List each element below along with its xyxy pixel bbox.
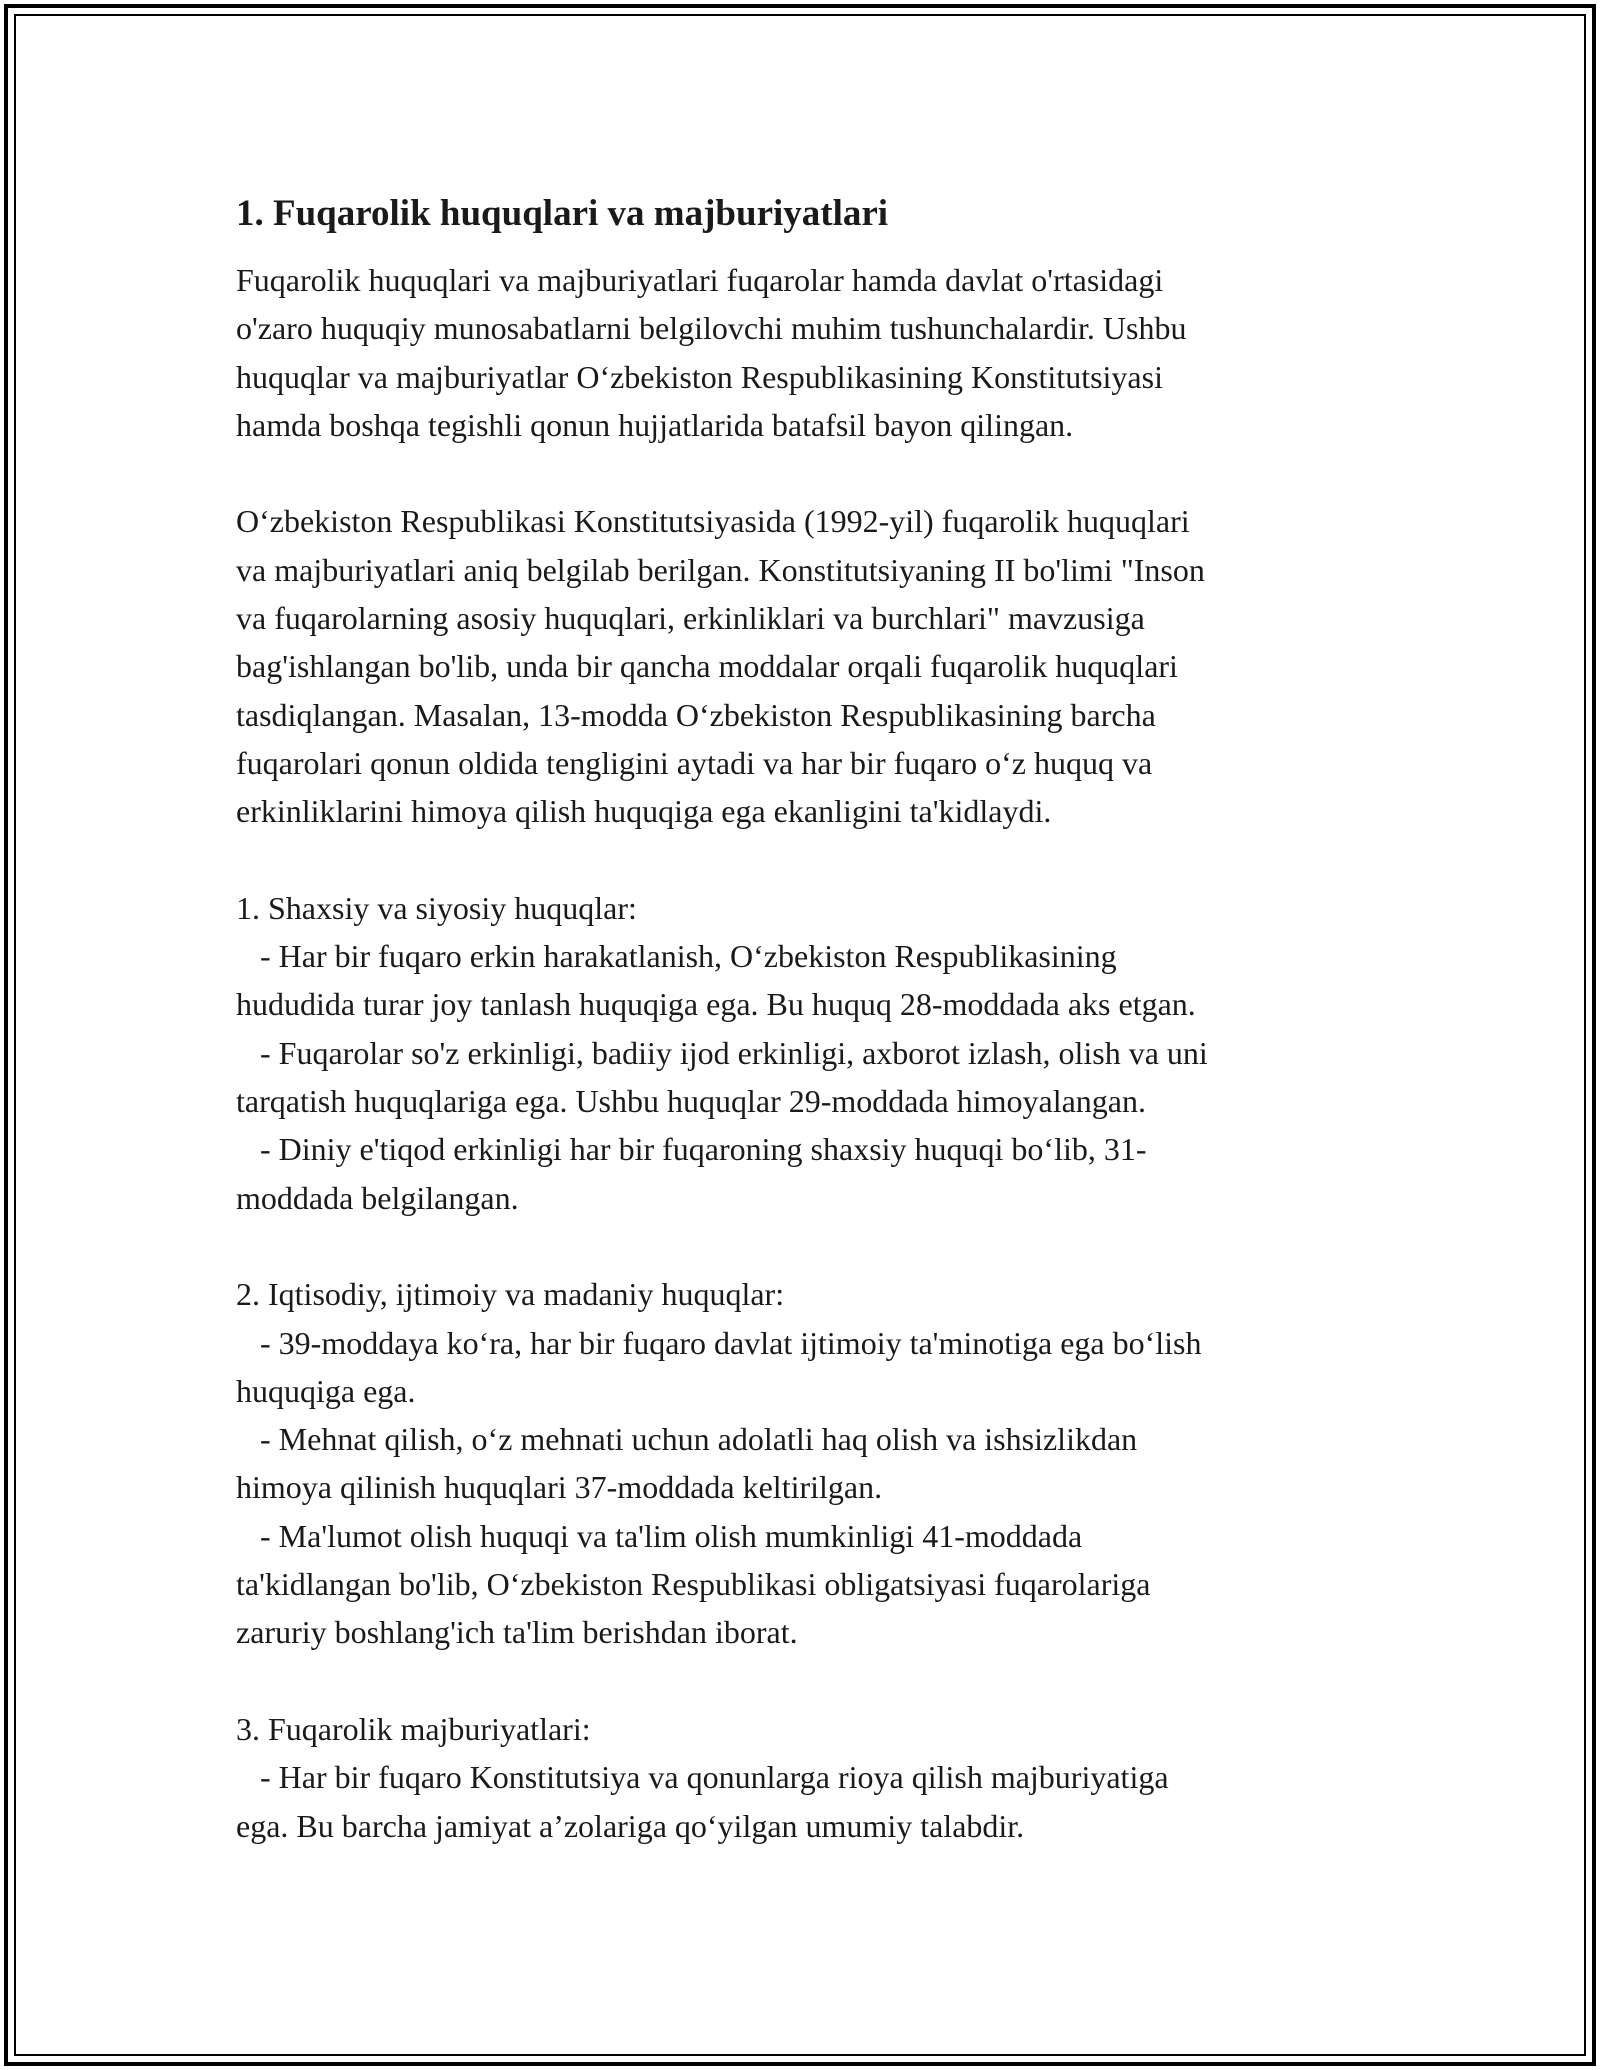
text-line: ta'kidlangan bo'lib, O‘zbekiston Respublikasi obligatsiyasi fuqarolariga bbox=[236, 1566, 1151, 1603]
document-body bbox=[236, 186, 1396, 1898]
paragraph-constitution bbox=[236, 497, 1396, 835]
paragraph-intro bbox=[236, 256, 1396, 449]
list-item: - Har bir fuqaro erkin harakatlanish, O‘zbekiston Respublikasining bbox=[236, 938, 1117, 975]
text-line: moddada belgilangan. bbox=[236, 1179, 519, 1216]
section-personal-political-rights bbox=[236, 884, 1396, 1222]
text-line: hamda boshqa tegishli qonun hujjatlarida batafsil bayon qilingan. bbox=[236, 406, 1074, 443]
text-line: himoya qilinish huquqlari 37-moddada keltirilgan. bbox=[236, 1469, 883, 1506]
list-item: - Har bir fuqaro Konstitutsiya va qonunlarga rioya qilish majburiyatiga bbox=[236, 1759, 1169, 1796]
list-item: - Ma'lumot olish huquqi va ta'lim olish mumkinligi 41-moddada bbox=[236, 1517, 1083, 1554]
text-line: ega. Bu barcha jamiyat a’zolariga qo‘yilgan umumiy talabdir. bbox=[236, 1807, 1025, 1844]
section-heading: 3. Fuqarolik majburiyatlari: bbox=[236, 1710, 591, 1747]
section-civic-duties bbox=[236, 1705, 1396, 1850]
list-item: - Diniy e'tiqod erkinligi har bir fuqaroning shaxsiy huquqi bo‘lib, 31- bbox=[236, 1131, 1147, 1168]
text-line: Fuqarolik huquqlari va majburiyatlari fuqarolar hamda davlat o'rtasidagi bbox=[236, 262, 1164, 298]
list-item: - Mehnat qilish, o‘z mehnati uchun adolatli haq olish va ishsizlikdan bbox=[236, 1421, 1138, 1458]
text-line: huquqiga ega. bbox=[236, 1372, 416, 1409]
text-line: o'zaro huquqiy munosabatlarni belgilovchi muhim tushunchalardir. Ushbu bbox=[236, 310, 1187, 347]
text-line: erkinliklarini himoya qilish huquqiga ega ekanligini ta'kidlaydi. bbox=[236, 793, 1052, 830]
section-heading: 2. Iqtisodiy, ijtimoiy va madaniy huquqlar: bbox=[236, 1276, 785, 1313]
text-line: va majburiyatlari aniq belgilab berilgan. Konstitutsiyaning II bo'limi "Inson bbox=[236, 551, 1205, 588]
text-line: fuqarolari qonun oldida tengligini aytadi va har bir fuqaro o‘z huquq va bbox=[236, 744, 1153, 781]
text-line: O‘zbekiston Respublikasi Konstitutsiyasida (1992-yil) fuqarolik huquqlari bbox=[236, 503, 1190, 540]
section-economic-social-rights bbox=[236, 1270, 1396, 1656]
document-title: 1. Fuqarolik huquqlari va majburiyatlari bbox=[236, 193, 889, 234]
list-item: - 39-moddaya ko‘ra, har bir fuqaro davlat ijtimoiy ta'minotiga ega bo‘lish bbox=[236, 1324, 1202, 1361]
text-line: tasdiqlangan. Masalan, 13-modda O‘zbekiston Respublikasining barcha bbox=[236, 696, 1156, 733]
text-line: zaruriy boshlang'ich ta'lim berishdan iborat. bbox=[236, 1614, 798, 1651]
list-item: - Fuqarolar so'z erkinligi, badiiy ijod erkinligi, axborot izlash, olish va uni bbox=[236, 1034, 1208, 1071]
text-line: hududida turar joy tanlash huquqiga ega. Bu huquq 28-moddada aks etgan. bbox=[236, 986, 1196, 1023]
text-line: bag'ishlangan bo'lib, unda bir qancha moddalar orqali fuqarolik huquqlari bbox=[236, 648, 1178, 685]
section-heading: 1. Shaxsiy va siyosiy huquqlar: bbox=[236, 889, 637, 926]
text-line: huquqlar va majburiyatlar O‘zbekiston Respublikasining Konstitutsiyasi bbox=[236, 358, 1163, 395]
text-line: tarqatish huquqlariga ega. Ushbu huquqlar 29-moddada himoyalangan. bbox=[236, 1083, 1146, 1120]
text-line: va fuqarolarning asosiy huquqlari, erkinliklari va burchlari" mavzusiga bbox=[236, 600, 1145, 637]
